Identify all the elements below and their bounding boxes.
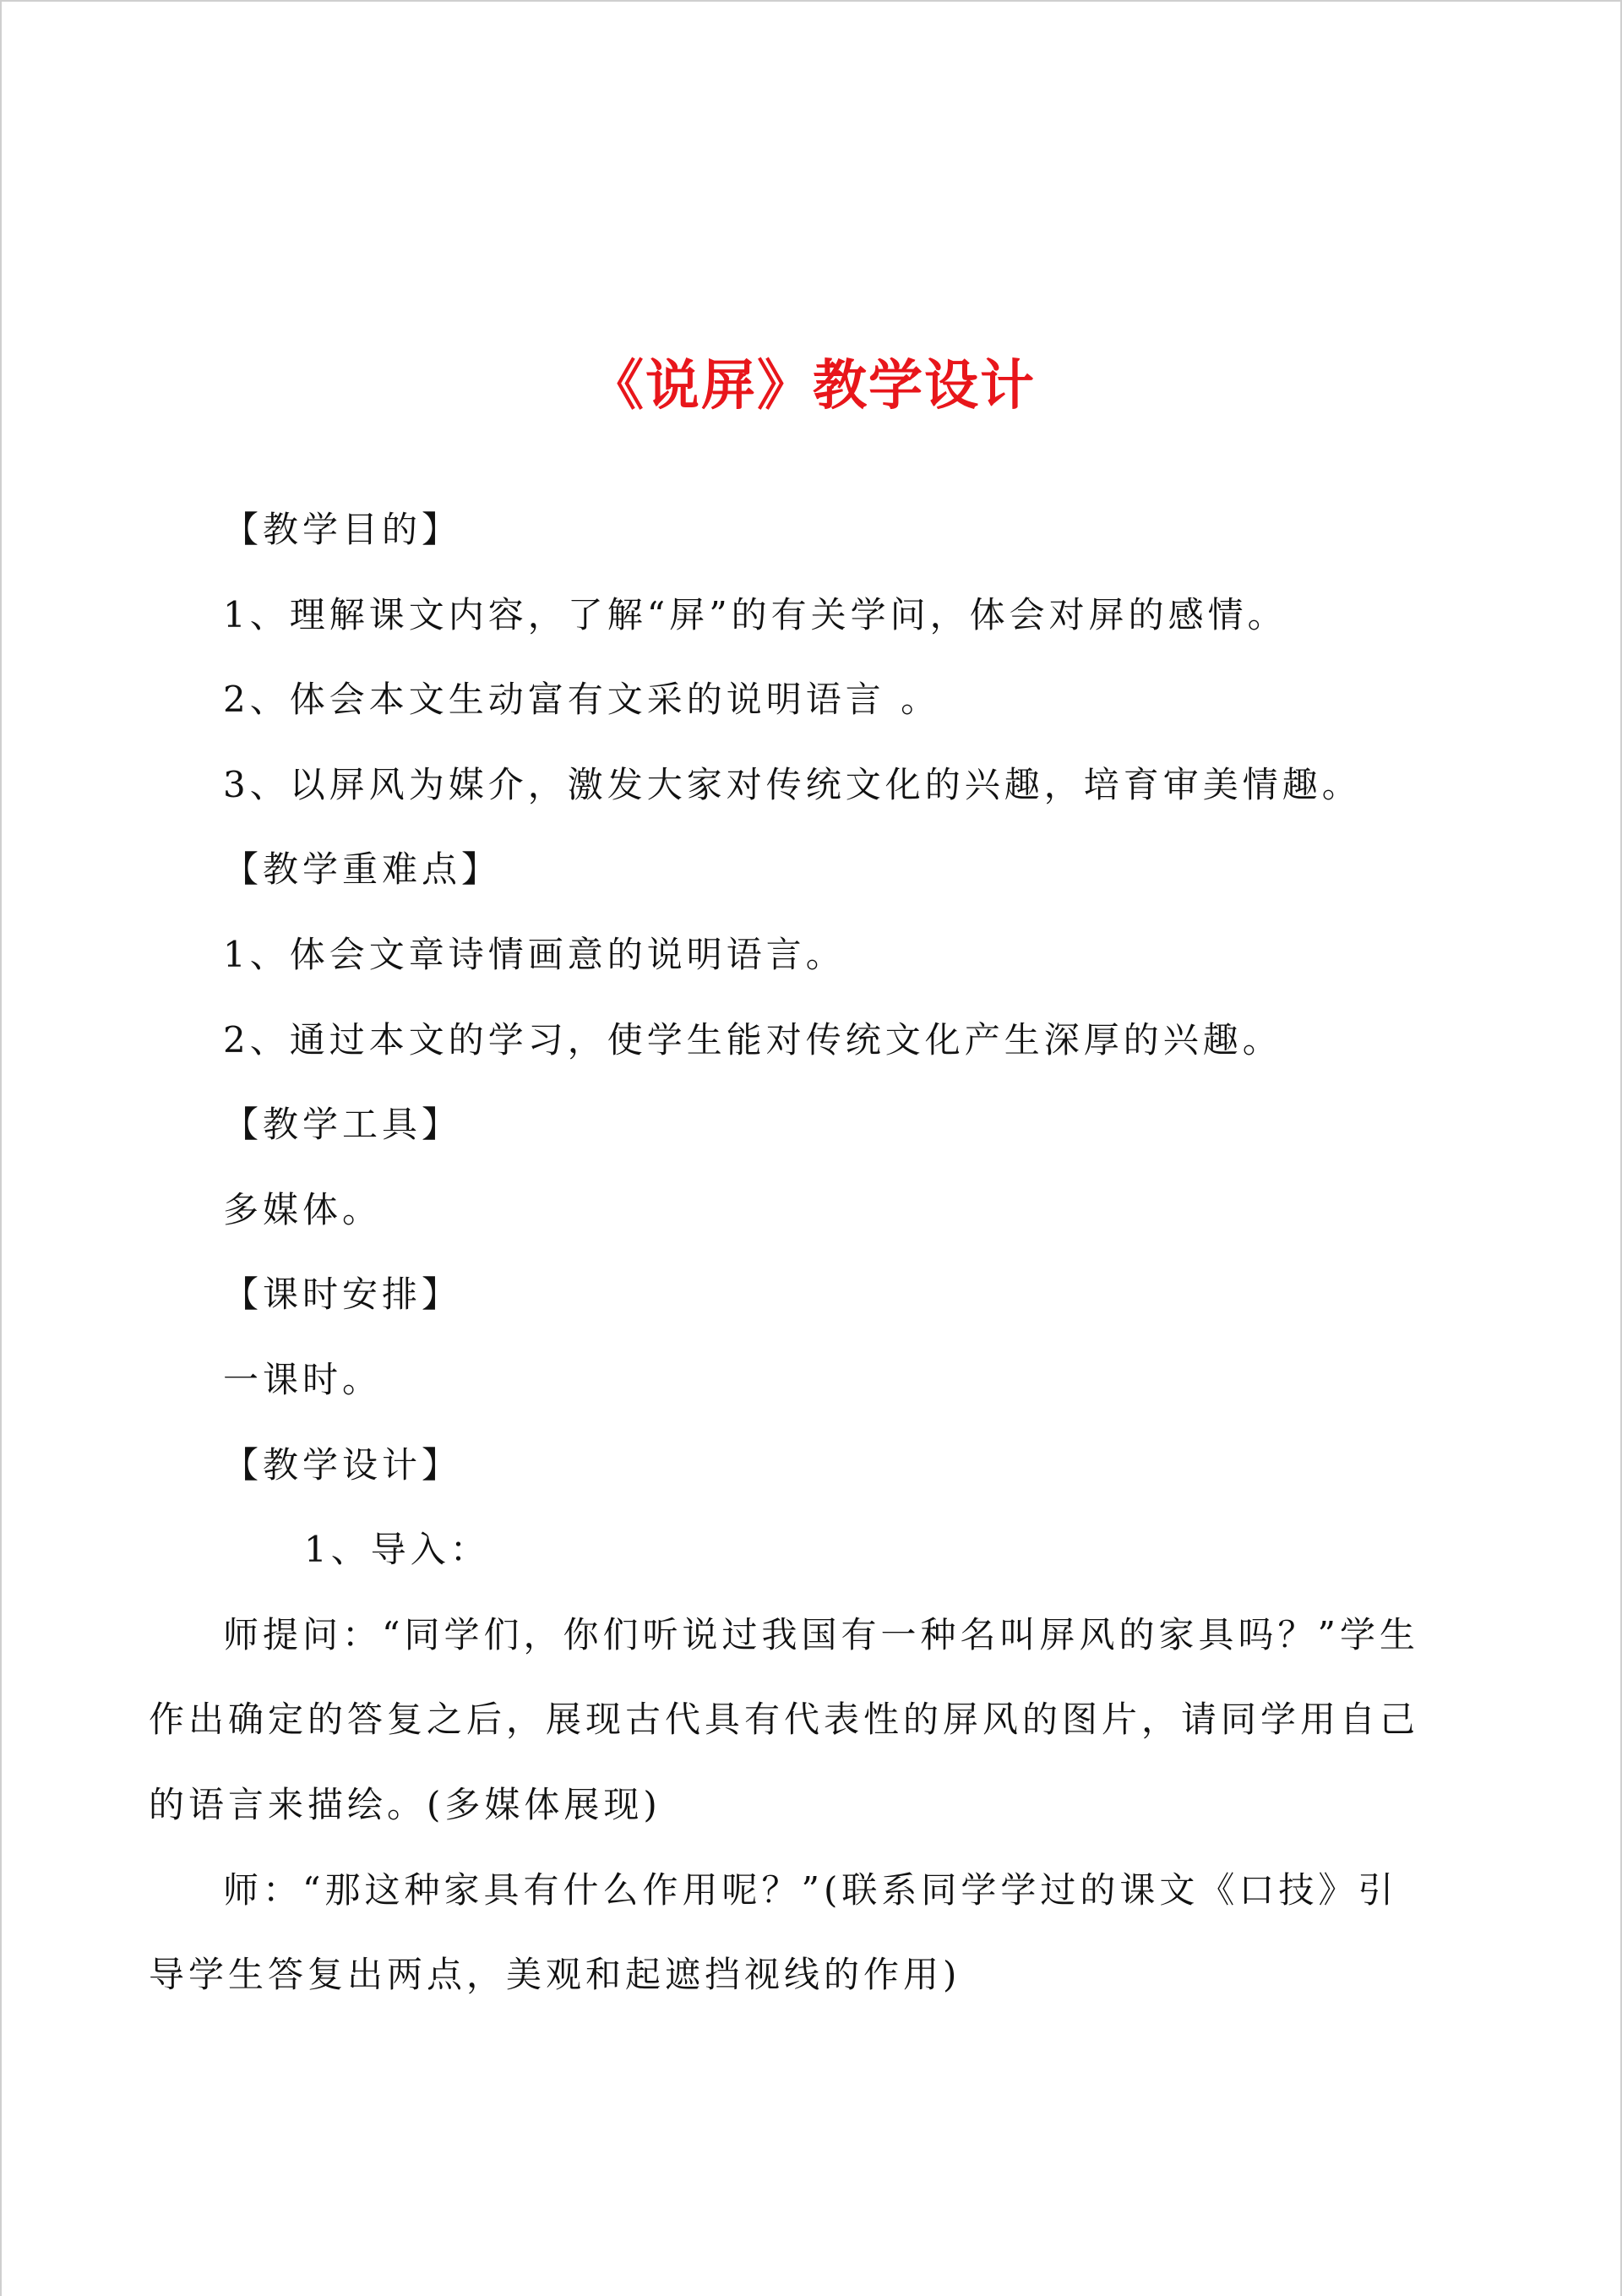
page-title: 《说屏》教学设计 <box>590 354 1036 417</box>
section-heading-design: 【教学设计】 <box>223 1443 462 1486</box>
key-point-item: 2、通过本文的学习，使学生能对传统文化产生深厚的兴趣。 <box>223 1018 1282 1061</box>
design-step-intro: 1、导入： <box>304 1529 490 1571</box>
tools-text: 多媒体。 <box>223 1188 383 1230</box>
section-heading-key-points: 【教学重难点】 <box>223 848 502 891</box>
schedule-text: 一课时。 <box>223 1358 383 1400</box>
body-paragraph: 师：“那这种家具有什么作用呢？”(联系同学学过的课文《口技》引导学生答复出两点，美观和起遮挡视线的作用) <box>149 1868 1398 1996</box>
objective-item: 2、体会本文生动富有文采的说明语言 。 <box>223 679 941 721</box>
section-heading-tools: 【教学工具】 <box>223 1104 462 1146</box>
section-heading-schedule: 【课时安排】 <box>223 1273 462 1316</box>
body-paragraph: 师提问：“同学们，你们听说过我国有一种名叫屏风的家具吗？”学生作出确定的答复之后，展现古代具有代表性的屏风的图片，请同学用自己的语言来描绘。(多媒体展现) <box>149 1613 1420 1825</box>
objective-item: 3、以屏风为媒介，激发大家对传统文化的兴趣，培育审美情趣。 <box>223 763 1362 805</box>
key-point-item: 1、体会文章诗情画意的说明语言。 <box>223 933 846 975</box>
section-heading-objectives: 【教学目的】 <box>223 509 462 550</box>
objective-item: 1、理解课文内容，了解“屏”的有关学问，体会对屏的感情。 <box>223 593 1287 635</box>
document-body <box>149 488 1420 2018</box>
